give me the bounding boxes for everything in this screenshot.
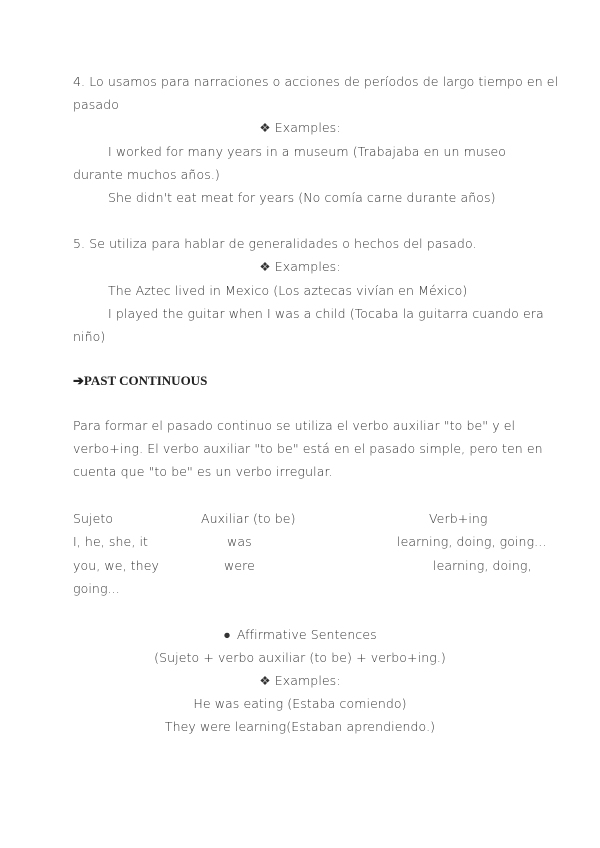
intro-line2: verbo+ing. El verbo auxiliar "to be" está en el pasado simple, pero ten en xyxy=(73,441,543,456)
affirmative-formula: (Sujeto + verbo auxiliar (to be) + verbo+ing.) xyxy=(154,650,446,665)
table-header-auxiliary: Auxiliar (to be) xyxy=(201,511,296,526)
section4-examples-label: ❖ Examples: xyxy=(259,120,341,135)
intro-line3: cuenta que "to be" es un verbo irregular. xyxy=(73,464,333,479)
section4-line1: 4. Lo usamos para narraciones o acciones de períodos de largo tiempo en el xyxy=(73,74,559,89)
section4-example2: She didn't eat meat for years (No comía carne durante años) xyxy=(108,190,496,205)
section5-examples-label: ❖ Examples: xyxy=(259,259,341,274)
table-row2-auxiliary: were xyxy=(224,558,255,573)
table-row2-subject: you, we, they xyxy=(73,558,159,573)
affirmative-example1: He was eating (Estaba comiendo) xyxy=(193,696,407,711)
past-continuous-heading: ➔PAST CONTINUOUS xyxy=(73,373,208,388)
table-row1-auxiliary: was xyxy=(227,534,252,549)
intro-line1: Para formar el pasado continuo se utiliza el verbo auxiliar "to be" y el xyxy=(73,418,516,433)
bullet-icon: ● xyxy=(223,627,231,642)
affirmative-example2: They were learning(Estaban aprendiendo.) xyxy=(164,719,436,734)
affirmative-examples-label: ❖ Examples: xyxy=(259,673,341,688)
table-row1-verb: learning, doing, going... xyxy=(397,534,547,549)
section5-example1: The Aztec lived in Mexico (Los aztecas vivían en México) xyxy=(108,283,468,298)
section4-example1-line1: I worked for many years in a museum (Trabajaba en un museo xyxy=(108,144,507,159)
affirmative-title-line xyxy=(0,627,600,643)
table-header-subject: Sujeto xyxy=(73,511,114,526)
affirmative-title: Affirmative Sentences xyxy=(236,627,377,642)
section4-example1-line2: durante muchos años.) xyxy=(73,167,220,182)
table-row2-verb: learning, doing, xyxy=(433,558,532,573)
section5-example2-line2: niño) xyxy=(73,329,106,344)
table-header-verb-ing: Verb+ing xyxy=(429,511,488,526)
section5-example2-line1: I played the guitar when I was a child (Tocaba la guitarra cuando era xyxy=(108,306,544,321)
section5-line1: 5. Se utiliza para hablar de generalidades o hechos del pasado. xyxy=(73,236,477,251)
table-overflow-text: going... xyxy=(73,581,120,596)
table-row1-subject: I, he, she, it xyxy=(73,534,149,549)
section4-line2: pasado xyxy=(73,97,119,112)
